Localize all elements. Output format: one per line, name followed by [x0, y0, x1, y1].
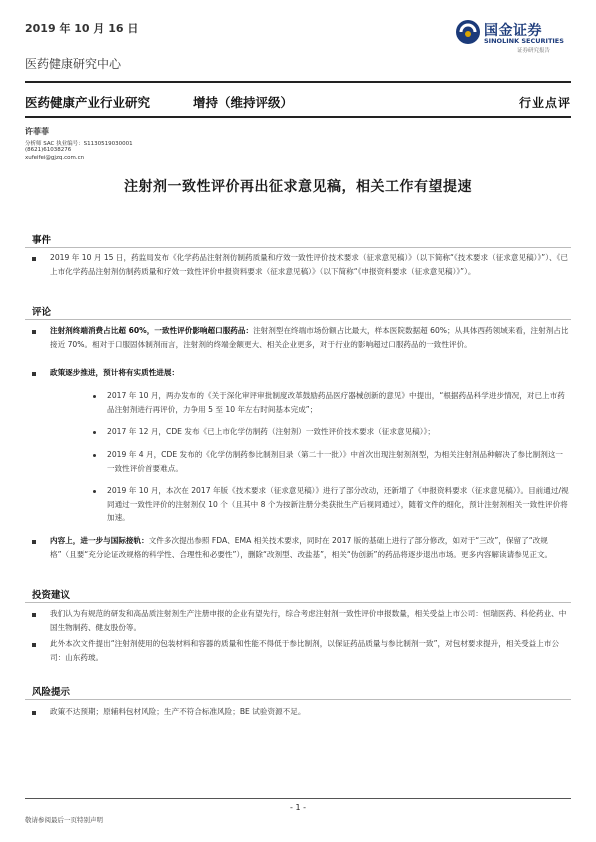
logo-subtitle: 证券研究报告 — [517, 48, 551, 54]
comment-point-3-lead: 内容上，进一步与国际接轨： — [50, 536, 149, 545]
bullet-square-icon — [32, 372, 36, 376]
industry-research-title: 医药健康产业行业研究 — [25, 95, 151, 110]
rating-label: 增持（维持评级） — [193, 95, 294, 110]
comment-heading: 评论 — [32, 307, 52, 318]
analyst-phone: (8621)61038276 — [25, 147, 72, 153]
bullet-square-icon — [32, 613, 36, 617]
footer-rule — [25, 798, 571, 799]
invest-heading: 投资建议 — [32, 590, 71, 601]
comment-point-1-lead: 注射剂终端消费占比超 60%，一致性评价影响超口服药品： — [50, 326, 254, 335]
comment-point-3 — [50, 534, 570, 561]
bullet-dot-icon — [93, 490, 96, 493]
comment-point-2-lead: 政策逐步推进，预计将有实质性进展： — [50, 368, 180, 377]
policy-2017-dec: 2017 年 12 月，CDE 发布《已上市化学仿制药（注射剂）一致性评价技术要求（征求意见稿）》； — [107, 427, 435, 436]
bullet-square-icon — [32, 711, 36, 715]
event-heading: 事件 — [32, 235, 52, 246]
comment-rule — [25, 319, 571, 320]
company-logo — [455, 19, 575, 55]
event-text: 2019 年 10 月 15 日，药监局发布《化学药品注射剂仿制药质量和疗效一致性评价技术要求（征求意见稿）》（以下简称“《技术要求（征求意见稿）》”）、《已上市化学药品注射剂仿制药质量和疗效一致性评价申报资料要求（征求意见稿）》（以下简称“《申报资料要求（征求意见稿）》”）。 — [50, 253, 568, 276]
invest-point-2: 此外本次文件提出“注射剂使用的包装材料和容器的质量和性能不得低于参比制剂，以保证药品质量与参比制剂一致”，对包材要求提升，相关受益上市公司：山东药玻。 — [50, 639, 560, 662]
logo-mark-icon — [455, 19, 481, 45]
comment-point-1-text: 注射剂型在终端市场份额占比最大，样本医院数据超 60%；从具体西药领域来看，注射剂占比接近 70%。相对于口服固体制剂而言，注射剂的终端金额更大、相关企业更多，对于行业的影响超过口服药品的一致性评价。 — [50, 326, 569, 349]
risk-point-1: 政策不达预期；原辅料包材风险；生产不符合标准风险；BE 试验资源不足。 — [50, 707, 306, 716]
comment-point-1 — [50, 324, 570, 351]
bullet-square-icon — [32, 257, 36, 261]
header-top-rule — [25, 81, 571, 83]
page-number: - 1 - — [290, 803, 306, 812]
logo-english-name: SINOLINK SECURITIES — [484, 37, 564, 45]
logo-chinese-name: 国金证券 — [484, 23, 542, 39]
report-main-title: 注射剂一致性评价再出征求意见稿，相关工作有望提速 — [124, 179, 472, 195]
analyst-email: xufeifei@gjzq.com.cn — [25, 155, 85, 161]
bullet-dot-icon — [93, 454, 96, 457]
bullet-square-icon — [32, 330, 36, 334]
bullet-dot-icon — [93, 431, 96, 434]
event-rule — [25, 247, 571, 248]
bullet-square-icon — [32, 643, 36, 647]
risk-rule — [25, 699, 571, 700]
research-center-name: 医药健康研究中心 — [25, 57, 122, 71]
analyst-cert: 分析师 SAC 执业编号：S1130519030001 — [25, 141, 133, 147]
disclaimer-note: 敬请参阅最后一页特别声明 — [25, 816, 103, 824]
policy-2017-oct: 2017 年 10 月，两办发布的《关于深化审评审批制度改革鼓励药品医疗器械创新的意见》中提出，“根据药品科学进步情况，对已上市药品注射剂进行再评价，力争用 5 至 10 年左右时间基本完成”； — [107, 391, 565, 414]
comment-point-3-text: 文件多次提出参照 FDA、EMA 相关技术要求，同时在 2017 版的基础上进行了部分修改，如对于“三改”，保留了“改规格”（且要“充分论证改规格的科学性、合理性和必要性”），删除“改剂型、改盐基”，相关“伪创新”的药品将逐步退出市场。更多内容解读请参见正文。 — [50, 536, 553, 559]
report-date: 2019 年 10 月 16 日 — [25, 22, 139, 35]
policy-2019-apr: 2019 年 4 月，CDE 发布的《化学仿制药参比制剂目录（第二十一批）》中首次出现注射剂剂型，为相关注射剂品种解决了参比制剂这一一致性评价首要难点。 — [107, 450, 564, 473]
risk-heading: 风险提示 — [32, 687, 71, 698]
bullet-dot-icon — [93, 395, 96, 398]
policy-2019-oct: 2019 年 10 月，本次在 2017 年版《技术要求（征求意见稿）》进行了部分改动，还新增了《申报资料要求（征求意见稿）》。目前通过/视同通过一致性评价的注射剂仅 10 个（且其中 8 个为按新注册分类获批生产后视同通过），随着文件的细化，预计注射剂相关一致性评价将加速。 — [107, 486, 569, 522]
bullet-square-icon — [32, 540, 36, 544]
header-bottom-rule — [25, 116, 571, 118]
report-type-label: 行业点评 — [518, 96, 571, 110]
analyst-name: 许菲菲 — [25, 127, 49, 136]
invest-rule — [25, 602, 571, 603]
invest-point-1: 我们认为有规范的研发和高品质注射剂生产注册申报的企业有望先行，综合考虑注射剂一致性评价申报数量，相关受益上市公司：恒瑞医药、科伦药业、中国生物制药、健友股份等。 — [50, 609, 567, 632]
